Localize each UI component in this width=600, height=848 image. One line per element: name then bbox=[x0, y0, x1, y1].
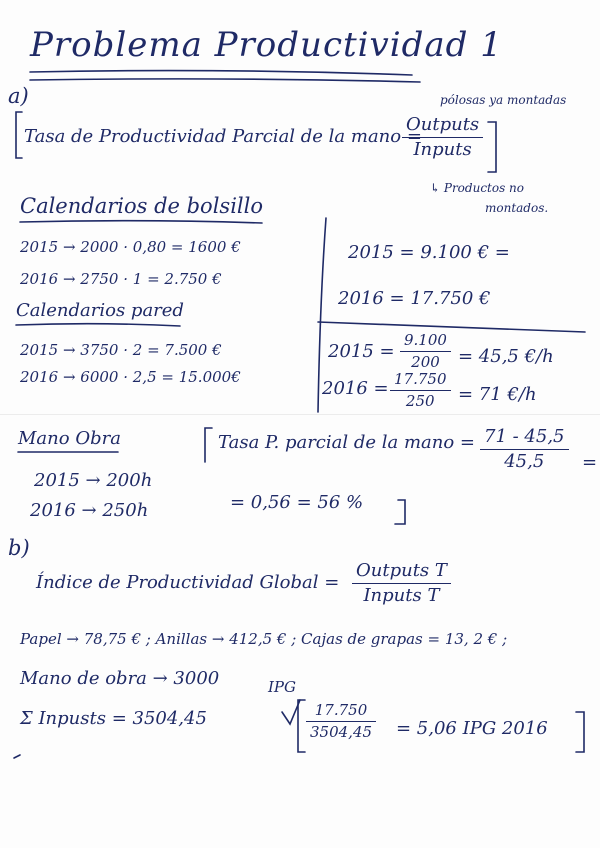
part-a-label: a) bbox=[8, 84, 29, 108]
pocket-2016: 2016 → 2750 · 1 = 2.750 € bbox=[20, 270, 222, 288]
title-underline bbox=[30, 71, 412, 75]
rate-2016-result: = 71 €/h bbox=[458, 384, 537, 405]
global-fraction bbox=[352, 562, 451, 605]
formula-partial-rate: Tasa de Productividad Parcial de la mano = bbox=[24, 126, 422, 147]
page-title: Problema Productividad 1 bbox=[30, 25, 503, 65]
bracket-right-a bbox=[488, 122, 496, 172]
labor-2016: 2016 → 250h bbox=[30, 500, 149, 521]
rate-2016-numerator: 17.750 bbox=[390, 372, 451, 391]
rate-2015-numerator: 9.100 bbox=[400, 333, 451, 352]
bracket-left-a bbox=[16, 112, 22, 158]
ipg-fraction bbox=[306, 703, 376, 740]
total-2016: 2016 = 17.750 € bbox=[338, 288, 491, 309]
rate-2016-label: 2016 = bbox=[322, 378, 389, 399]
ipg-denominator: 3504,45 bbox=[310, 723, 373, 741]
ipg-label: IPG bbox=[268, 678, 297, 696]
wall-underline bbox=[16, 324, 180, 326]
labor-cost-line: Mano de obra → 3000 bbox=[20, 668, 220, 689]
fraction-numerator: Outputs bbox=[402, 116, 483, 138]
pocket-underline bbox=[20, 221, 262, 223]
rate-2015-label: 2015 = bbox=[328, 341, 395, 362]
note-below-2: montados. bbox=[485, 201, 549, 215]
inputs-line: Papel → 78,75 € ; Anillas → 412,5 € ; Cajas de grapas = 13, 2 € ; bbox=[20, 630, 508, 648]
global-denominator: Inputs T bbox=[363, 585, 440, 606]
bracket-left-ipg bbox=[298, 700, 305, 752]
margin-mark bbox=[14, 755, 20, 758]
global-index-formula: Índice de Productividad Global = bbox=[36, 572, 340, 593]
tasa-equals: = bbox=[582, 452, 598, 473]
pocket-2015: 2015 → 2000 · 0,80 = 1600 € bbox=[20, 238, 241, 256]
labor-heading: Mano Obra bbox=[18, 428, 121, 449]
part-b-label: b) bbox=[8, 536, 30, 560]
labor-2015: 2015 → 200h bbox=[34, 470, 153, 491]
sum-inputs-line: Σ Inpusts = 3504,45 bbox=[20, 708, 207, 729]
title-underline-2 bbox=[30, 79, 420, 82]
tasa-fraction bbox=[480, 428, 569, 471]
wall-calendars-heading: Calendarios pared bbox=[16, 300, 184, 321]
ipg-numerator: 17.750 bbox=[306, 703, 376, 722]
tasa-partial-label: Tasa P. parcial de la mano = bbox=[218, 432, 475, 453]
rate-2016-denominator: 250 bbox=[405, 392, 435, 410]
fraction-outputs-inputs bbox=[402, 116, 483, 159]
tasa-numerator: 71 - 45,5 bbox=[480, 428, 569, 450]
rate-2015-denominator: 200 bbox=[411, 353, 440, 371]
ipg-result: = 5,06 IPG 2016 bbox=[396, 718, 548, 739]
pocket-calendars-heading: Calendarios de bolsillo bbox=[20, 194, 263, 218]
bracket-right-tasa bbox=[395, 500, 405, 524]
note-above: pólosas ya montadas bbox=[440, 93, 567, 107]
horizontal-divider bbox=[318, 322, 585, 332]
bracket-right-ipg bbox=[576, 712, 584, 752]
rate-2016-fraction bbox=[390, 372, 451, 409]
check-mark bbox=[282, 700, 300, 724]
global-numerator: Outputs T bbox=[352, 562, 451, 584]
total-2015: 2015 = 9.100 € = bbox=[348, 242, 510, 263]
rate-2015-result: = 45,5 €/h bbox=[458, 346, 554, 367]
note-below-1: ↳ Productos no bbox=[430, 181, 525, 195]
page-fold-line bbox=[0, 414, 600, 415]
fraction-denominator: Inputs bbox=[413, 139, 472, 160]
wall-2015: 2015 → 3750 · 2 = 7.500 € bbox=[20, 341, 222, 359]
tasa-denominator: 45,5 bbox=[504, 451, 545, 472]
wall-2016: 2016 → 6000 · 2,5 = 15.000€ bbox=[20, 368, 241, 386]
bracket-left-tasa bbox=[205, 428, 212, 462]
rate-2015-fraction bbox=[400, 333, 451, 370]
tasa-result: = 0,56 = 56 % bbox=[230, 492, 364, 513]
